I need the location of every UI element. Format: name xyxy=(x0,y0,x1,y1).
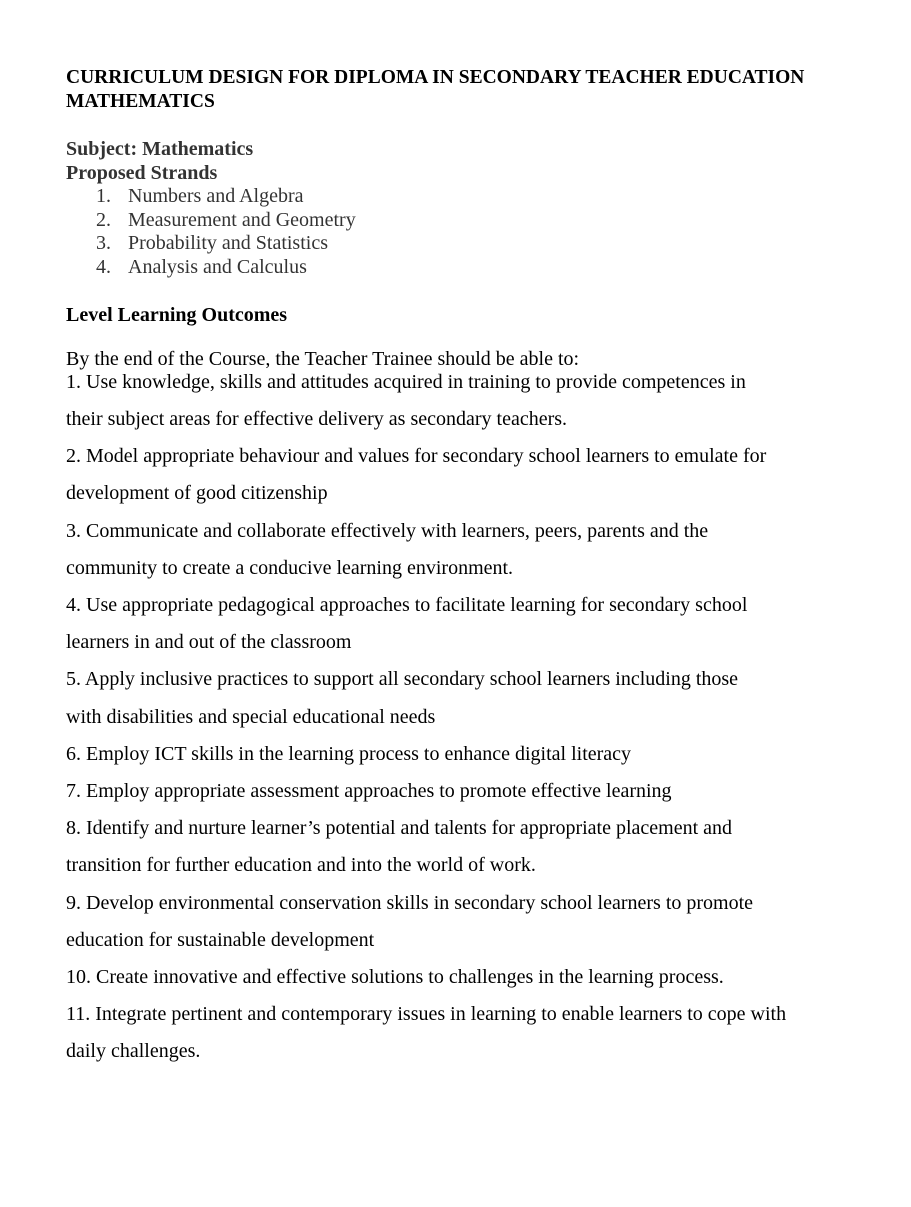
outcome-line: transition for further education and into the world of work. xyxy=(66,854,536,877)
outcome-line: 10. Create innovative and effective solutions to challenges in the learning process. xyxy=(66,966,724,989)
outcome-line: 11. Integrate pertinent and contemporary issues in learning to enable learners to cope with xyxy=(66,1003,787,1026)
subject-block xyxy=(66,138,866,280)
outcome-line: 2. Model appropriate behaviour and values for secondary school learners to emulate for xyxy=(66,445,767,468)
outcome-line: 8. Identify and nurture learner’s potential and talents for appropriate placement and xyxy=(66,817,733,840)
strand-number: 1. xyxy=(96,185,111,207)
strand-number: 4. xyxy=(96,256,111,279)
title-line-2: MATHEMATICS xyxy=(66,91,215,112)
outcome-line: their subject areas for effective delivery as secondary teachers. xyxy=(66,408,568,431)
outcome-line: development of good citizenship xyxy=(66,482,328,505)
outcome-line: daily challenges. xyxy=(66,1040,201,1063)
strand-item xyxy=(96,185,866,209)
outcome-line: 4. Use appropriate pedagogical approaches to facilitate learning for secondary school xyxy=(66,594,748,617)
strand-item xyxy=(96,209,866,233)
outcome-line: 7. Employ appropriate assessment approaches to promote effective learning xyxy=(66,780,672,803)
outcome-line: community to create a conducive learning environment. xyxy=(66,556,514,579)
outcomes-intro: By the end of the Course, the Teacher Trainee should be able to: xyxy=(66,347,580,370)
document-title xyxy=(66,66,866,114)
strand-item xyxy=(96,232,866,256)
outcome-line: education for sustainable development xyxy=(66,928,375,951)
strand-item xyxy=(96,256,866,280)
outcome-line: learners in and out of the classroom xyxy=(66,631,352,654)
title-line-1: CURRICULUM DESIGN FOR DIPLOMA IN SECONDARY TEACHER EDUCATION xyxy=(66,67,805,88)
document-page xyxy=(66,66,866,1071)
outcomes-list xyxy=(66,364,866,1071)
outcome-line: 6. Employ ICT skills in the learning process to enhance digital literacy xyxy=(66,742,632,765)
strand-label: Measurement and Geometry xyxy=(128,208,356,231)
outcome-line: 3. Communicate and collaborate effectively with learners, peers, parents and the xyxy=(66,519,709,542)
subject-line: Subject: Mathematics xyxy=(66,138,254,160)
strand-label: Analysis and Calculus xyxy=(128,256,307,279)
strand-number: 3. xyxy=(96,232,111,255)
strand-label: Probability and Statistics xyxy=(128,232,328,255)
strand-number: 2. xyxy=(96,208,111,231)
strand-label: Numbers and Algebra xyxy=(128,185,304,207)
outcome-line: 9. Develop environmental conservation skills in secondary school learners to promote xyxy=(66,891,754,914)
outcome-line: 1. Use knowledge, skills and attitudes acquired in training to provide competences in xyxy=(66,370,746,393)
outcome-line: 5. Apply inclusive practices to support all secondary school learners including those xyxy=(66,668,739,691)
strands-heading: Proposed Strands xyxy=(66,161,218,184)
strands-list xyxy=(66,185,866,280)
outcomes-heading: Level Learning Outcomes xyxy=(66,303,288,326)
outcome-line: with disabilities and special educational needs xyxy=(66,705,436,728)
